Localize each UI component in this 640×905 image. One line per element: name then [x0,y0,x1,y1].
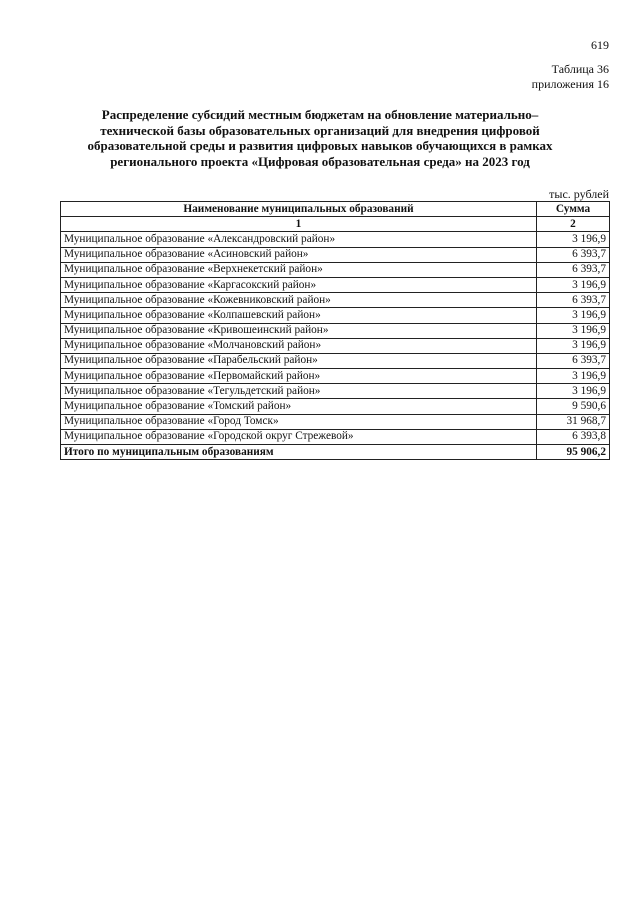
title-line: образовательной среды и развития цифровых навыков обучающихся в рамках [87,138,553,153]
appendix-annex-label: приложения 16 [531,77,609,91]
table-body [61,217,610,460]
total-row [61,445,610,460]
page-number: 619 [591,38,609,52]
subsidy-amount: 6 393,8 [537,429,610,444]
subsidy-amount: 3 196,9 [537,323,610,338]
table-row [61,384,610,399]
municipality-name: Муниципальное образование «Верхнекетский район» [61,262,537,277]
table-row [61,429,610,444]
table-row [61,277,610,292]
municipality-name: Муниципальное образование «Каргасокский район» [61,277,537,292]
total-amount: 95 906,2 [537,445,610,460]
column-number-name: 1 [61,217,537,232]
municipality-name: Муниципальное образование «Асиновский район» [61,247,537,262]
table-row [61,414,610,429]
municipality-name: Муниципальное образование «Тегульдетский район» [61,384,537,399]
table-row [61,369,610,384]
subsidy-amount: 3 196,9 [537,308,610,323]
municipality-name: Муниципальное образование «Парабельский район» [61,353,537,368]
title-line: технической базы образовательных организаций для внедрения цифровой [100,122,540,138]
subsidy-amount: 6 393,7 [537,247,610,262]
municipality-name: Муниципальное образование «Город Томск» [61,414,537,429]
table-row [61,308,610,323]
municipality-name: Муниципальное образование «Александровский район» [61,232,537,247]
appendix-table-label: Таблица 36 [551,62,609,76]
subsidy-amount: 9 590,6 [537,399,610,414]
header-sum: Сумма [537,202,610,217]
subsidy-amount: 3 196,9 [537,369,610,384]
column-number-row [61,217,610,232]
subsidy-amount: 3 196,9 [537,384,610,399]
table-row [61,338,610,353]
municipality-name: Муниципальное образование «Кожевниковский район» [61,293,537,308]
title-line: регионального проекта «Цифровая образовательная среда» на 2023 год [110,153,530,169]
table-row [61,323,610,338]
subsidy-amount: 3 196,9 [537,232,610,247]
subsidy-amount: 3 196,9 [537,338,610,353]
table-header-row [61,202,610,217]
table-row [61,262,610,277]
municipality-name: Муниципальное образование «Первомайский район» [61,369,537,384]
total-label: Итого по муниципальным образованиям [61,445,537,460]
subsidy-amount: 6 393,7 [537,353,610,368]
units-label: тыс. рублей [549,187,609,201]
municipality-name: Муниципальное образование «Городской округ Стрежевой» [61,429,537,444]
municipality-name: Муниципальное образование «Кривошеинский район» [61,323,537,338]
subsidy-amount: 6 393,7 [537,293,610,308]
subsidy-amount: 6 393,7 [537,262,610,277]
title-line: Распределение субсидий местным бюджетам на обновление материально– [101,107,539,122]
municipality-name: Муниципальное образование «Колпашевский район» [61,308,537,323]
municipality-name: Муниципальное образование «Молчановский район» [61,338,537,353]
table-row [61,232,610,247]
table-row [61,399,610,414]
appendix-reference [532,62,609,92]
subsidy-table [60,201,610,460]
column-number-sum: 2 [537,217,610,232]
document-title [70,107,570,169]
table-row [61,353,610,368]
header-name: Наименование муниципальных образований [61,202,537,217]
table-row [61,293,610,308]
table-row [61,247,610,262]
subsidy-amount: 3 196,9 [537,277,610,292]
subsidy-amount: 31 968,7 [537,414,610,429]
municipality-name: Муниципальное образование «Томский район» [61,399,537,414]
